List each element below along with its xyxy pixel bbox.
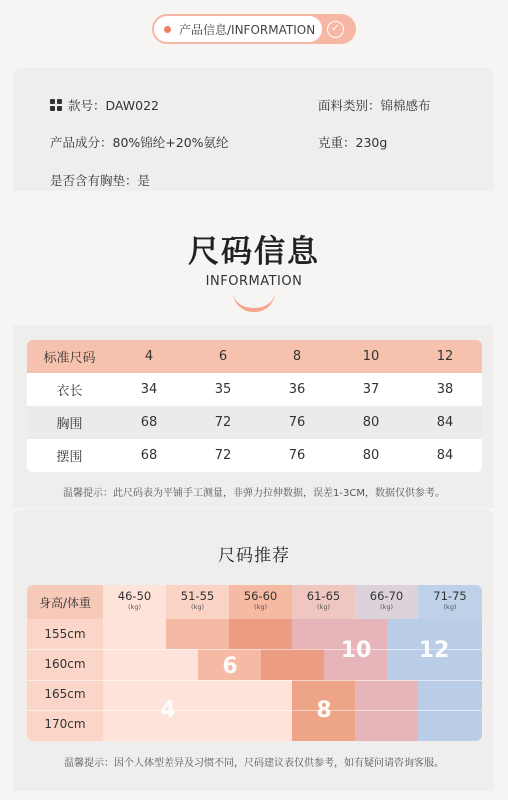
table-row bbox=[27, 439, 482, 472]
table-cell: 68 bbox=[112, 439, 186, 472]
size-table bbox=[27, 340, 482, 472]
table-cell: 36 bbox=[260, 373, 334, 406]
table-header-row bbox=[27, 340, 482, 373]
table-cell: 衣长 bbox=[27, 373, 112, 406]
table-cell: 12 bbox=[408, 340, 482, 373]
height-label: 155cm bbox=[44, 627, 86, 641]
section-header-text: 产品信息/INFORMATION bbox=[179, 22, 316, 37]
table-cell: 76 bbox=[260, 439, 334, 472]
info-padding: 是否含有胸垫：是 bbox=[50, 173, 151, 188]
section-header-label bbox=[154, 16, 322, 42]
table-cell: 10 bbox=[334, 340, 408, 373]
size-number-10: 10 bbox=[340, 638, 372, 663]
table-cell: 37 bbox=[334, 373, 408, 406]
table-row bbox=[27, 373, 482, 406]
style-no-text: 款号：DAW022 bbox=[68, 98, 159, 113]
table-cell: 6 bbox=[186, 340, 260, 373]
size-info-subtitle: INFORMATION bbox=[205, 274, 303, 289]
table-cell: 38 bbox=[408, 373, 482, 406]
info-style-no bbox=[50, 96, 159, 114]
table-cell: 72 bbox=[186, 439, 260, 472]
info-composition: 产品成分：80%锦纶+20%氨纶 bbox=[50, 135, 229, 150]
table-cell: 34 bbox=[112, 373, 186, 406]
table-cell: 胸围 bbox=[27, 406, 112, 439]
height-label: 160cm bbox=[44, 657, 86, 671]
corner-label: 身高/体重 bbox=[38, 596, 92, 610]
weight-header: 71-75 (kg) bbox=[433, 589, 467, 611]
table-cell: 72 bbox=[186, 406, 260, 439]
height-label: 165cm bbox=[44, 687, 86, 701]
table-row bbox=[27, 406, 482, 439]
table-cell: 8 bbox=[260, 340, 334, 373]
size-recommend-note: 温馨提示：因个人体型差异及习惯不同，尺码建议表仅供参考，如有疑问请咨询客服。 bbox=[64, 758, 444, 769]
info-fabric-type: 面料类别：锦棉感布 bbox=[318, 98, 431, 113]
size-zone-6 bbox=[166, 619, 229, 649]
size-recommend-title: 尺码推荐 bbox=[218, 546, 290, 566]
table-cell: 4 bbox=[112, 340, 186, 373]
table-cell: 80 bbox=[334, 439, 408, 472]
table-cell: 84 bbox=[408, 439, 482, 472]
weight-header: 46-50 (kg) bbox=[117, 589, 152, 611]
smile-decoration bbox=[233, 292, 275, 312]
grid-icon bbox=[50, 99, 62, 111]
weight-header: 61-65 (kg) bbox=[306, 589, 341, 611]
info-weight: 克重：230g bbox=[318, 135, 388, 150]
table-cell: 摆围 bbox=[27, 439, 112, 472]
check-circle-icon: ✓ bbox=[327, 21, 344, 38]
table-cell: 35 bbox=[186, 373, 260, 406]
weight-header: 51-55 (kg) bbox=[180, 589, 215, 611]
size-number-4: 4 bbox=[160, 698, 176, 723]
size-number-8: 8 bbox=[316, 698, 332, 723]
weight-header: 66-70 (kg) bbox=[369, 589, 404, 611]
size-number-6: 6 bbox=[222, 654, 238, 679]
weight-header: 56-60 (kg) bbox=[243, 589, 278, 611]
size-recommend-grid bbox=[27, 585, 482, 741]
size-table-note: 温馨提示：此尺码表为平铺手工测量，非弹力拉伸数据，误差1-3CM，数据仅供参考。 bbox=[63, 488, 445, 499]
table-cell: 84 bbox=[408, 406, 482, 439]
table-cell: 76 bbox=[260, 406, 334, 439]
table-cell: 68 bbox=[112, 406, 186, 439]
table-cell: 80 bbox=[334, 406, 408, 439]
size-number-12: 12 bbox=[418, 638, 450, 663]
table-cell: 标准尺码 bbox=[27, 340, 112, 373]
dot-icon bbox=[164, 26, 171, 33]
size-info-title: 尺码信息 bbox=[188, 234, 320, 270]
height-label: 170cm bbox=[44, 717, 86, 731]
